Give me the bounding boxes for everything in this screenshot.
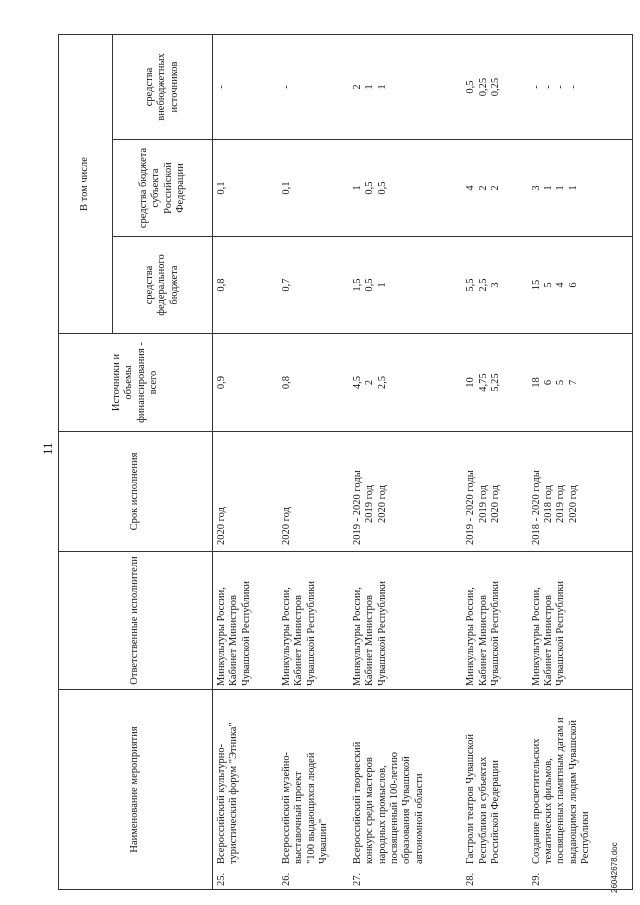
- header-extra: средства внебюджетных источников: [113, 35, 213, 140]
- cell-line: образования Чувашской: [401, 756, 413, 864]
- cell-line: Гастроли театров Чувашской: [465, 734, 477, 864]
- cell-line: 2018 год: [543, 485, 555, 523]
- cell-total: [213, 334, 279, 432]
- cell-name: [462, 690, 528, 890]
- table-row: [213, 35, 279, 890]
- cell-regional: [462, 140, 528, 237]
- cell-total: [528, 334, 633, 432]
- cell-line: -: [216, 85, 227, 89]
- cell-line: тематических фильмов,: [543, 758, 555, 864]
- row-number: 27.: [351, 872, 363, 886]
- cell-line: Всероссийский творческий: [351, 741, 363, 864]
- cell-line: автономной области: [413, 773, 425, 864]
- cell-line: 4,75: [477, 373, 489, 392]
- cell-name: [528, 690, 633, 890]
- cell-total: [349, 334, 462, 432]
- cell-line: 2020 год: [376, 485, 388, 523]
- table-row: [462, 35, 528, 890]
- cell-line: 5: [543, 282, 555, 288]
- header-regional: средства бюджета субъекта Российской Федерации: [113, 140, 213, 237]
- cell-line: Кабинет Министров: [228, 594, 240, 686]
- table-row: [528, 35, 633, 890]
- cell-line: 5,5: [465, 278, 477, 292]
- cell-executors: [462, 552, 528, 690]
- cell-line: 15: [530, 279, 542, 291]
- header-including: В том числе: [59, 35, 113, 334]
- header-total: Источники и объемы финансирования - всего: [59, 334, 213, 432]
- cell-line: 0,25: [489, 77, 501, 97]
- cell-line: Кабинет Министров: [293, 594, 305, 686]
- header-federal: средства федерального бюджета: [113, 237, 213, 334]
- cell-line: 0,5: [364, 181, 376, 195]
- header-name: Наименование мероприятия: [59, 690, 213, 890]
- cell-extra: [528, 35, 633, 140]
- cell-line: 0,1: [281, 181, 293, 195]
- table-header: [59, 35, 213, 890]
- cell-term: [278, 432, 349, 552]
- cell-line: 1,5: [351, 278, 363, 292]
- cell-federal: [528, 237, 633, 334]
- cell-extra: [278, 35, 349, 140]
- cell-line: Республики: [580, 811, 592, 864]
- cell-name: [349, 690, 462, 890]
- cell-line: 2020 год: [489, 485, 501, 523]
- cell-federal: [278, 237, 349, 334]
- cell-line: 1: [376, 282, 388, 288]
- cell-name: [278, 690, 349, 890]
- cell-line: 2018 - 2020 годы: [530, 470, 542, 545]
- cell-line: Кабинет Министров: [477, 594, 489, 686]
- cell-line: посвященных памятным датам и: [555, 717, 567, 864]
- page-number: 11: [40, 442, 55, 455]
- cell-federal: [213, 237, 279, 334]
- cell-term: [213, 432, 279, 552]
- cell-line: Всероссийский культурно-: [216, 743, 227, 864]
- cell-line: 6: [543, 379, 555, 386]
- cell-line: -: [567, 85, 579, 89]
- cell-line: 2: [477, 185, 489, 191]
- cell-line: 1: [351, 185, 363, 191]
- cell-line: 1: [555, 185, 567, 191]
- cell-line: 0,7: [281, 278, 293, 292]
- cell-line: Минкультуры России,: [351, 587, 363, 686]
- cell-line: 0,8: [216, 278, 227, 292]
- cell-line: 0,8: [281, 375, 293, 390]
- cell-line: Чувашской Республики: [305, 580, 317, 686]
- cell-line: 0,25: [477, 77, 489, 97]
- table-row: [349, 35, 462, 890]
- cell-line: Чувашской Республики: [555, 580, 567, 686]
- cell-name: [213, 690, 279, 890]
- cell-line: туристический форум "Этника": [228, 722, 240, 864]
- events-table: [58, 34, 633, 890]
- cell-federal: [349, 237, 462, 334]
- cell-line: 0,9: [216, 375, 227, 390]
- cell-line: 0,5: [465, 80, 477, 94]
- cell-line: 2: [489, 185, 501, 191]
- cell-line: посвященный 100-летию: [389, 752, 401, 864]
- cell-line: 2,5: [376, 375, 388, 390]
- cell-line: 2: [351, 84, 363, 90]
- rotated-table-container: [58, 35, 633, 890]
- table-body: [213, 35, 633, 890]
- cell-line: 5: [555, 379, 567, 386]
- header-term: Срок исполнения: [59, 432, 213, 552]
- cell-line: выдающимся людям Чувашской: [567, 719, 579, 864]
- cell-executors: [213, 552, 279, 690]
- cell-line: Чувашской Республики: [489, 580, 501, 686]
- cell-line: 10: [465, 377, 477, 388]
- cell-line: -: [555, 85, 567, 89]
- cell-line: 18: [530, 377, 542, 388]
- cell-line: выставочный проект: [293, 771, 305, 864]
- cell-line: конкурс среди мастеров: [364, 757, 376, 864]
- cell-line: Кабинет Министров: [543, 594, 555, 686]
- table-row: [278, 35, 349, 890]
- cell-line: 1: [543, 185, 555, 191]
- row-number: 28.: [465, 872, 477, 886]
- cell-line: Чувашской Республики: [376, 580, 388, 686]
- cell-line: 2019 - 2020 годы: [465, 470, 477, 545]
- cell-line: 2019 год: [477, 485, 489, 523]
- cell-extra: [462, 35, 528, 140]
- cell-line: 6: [567, 282, 579, 288]
- cell-executors: [349, 552, 462, 690]
- cell-term: [528, 432, 633, 552]
- cell-line: 2019 - 2020 годы: [351, 470, 363, 545]
- cell-line: Чувашии": [318, 818, 330, 864]
- cell-line: 3: [489, 282, 501, 288]
- cell-total: [278, 334, 349, 432]
- cell-regional: [349, 140, 462, 237]
- cell-line: 7: [567, 379, 579, 386]
- cell-executors: [528, 552, 633, 690]
- cell-line: 1: [567, 185, 579, 191]
- cell-line: Минкультуры России,: [530, 587, 542, 686]
- header-executors: Ответственные исполнители: [59, 552, 213, 690]
- cell-extra: [349, 35, 462, 140]
- cell-line: Кабинет Министров: [364, 594, 376, 686]
- cell-line: 2020 год: [567, 485, 579, 523]
- cell-line: Всероссийский музейно-: [281, 751, 293, 864]
- cell-line: 4: [465, 185, 477, 191]
- cell-term: [349, 432, 462, 552]
- cell-line: народных промыслов,: [376, 765, 388, 864]
- cell-line: 5,25: [489, 373, 501, 392]
- cell-line: 1: [364, 84, 376, 90]
- cell-line: 2,5: [477, 278, 489, 292]
- cell-line: 2020 год: [281, 507, 293, 545]
- cell-regional: [278, 140, 349, 237]
- cell-regional: [213, 140, 279, 237]
- cell-line: 0,5: [376, 181, 388, 195]
- cell-total: [462, 334, 528, 432]
- cell-term: [462, 432, 528, 552]
- row-number: 26.: [281, 872, 293, 886]
- cell-line: 2019 год: [364, 485, 376, 523]
- cell-line: 3: [530, 185, 542, 191]
- cell-line: 1: [376, 84, 388, 90]
- cell-line: "100 выдающихся людей: [305, 752, 317, 864]
- row-number: 25.: [216, 872, 227, 886]
- cell-line: Создание просветительских: [530, 738, 542, 864]
- cell-line: Республики в субъектах: [477, 756, 489, 864]
- footer-code: 26042678.doc: [610, 842, 619, 893]
- cell-line: Минкультуры России,: [216, 587, 227, 686]
- row-number: 29.: [530, 872, 542, 886]
- cell-line: 0,5: [364, 278, 376, 292]
- cell-extra: [213, 35, 279, 140]
- cell-line: -: [281, 85, 293, 89]
- cell-federal: [462, 237, 528, 334]
- cell-line: 4: [555, 282, 567, 288]
- cell-line: Чувашской Республики: [240, 580, 252, 686]
- cell-executors: [278, 552, 349, 690]
- cell-line: 2020 год: [216, 507, 227, 545]
- cell-regional: [528, 140, 633, 237]
- cell-line: Российской Федерации: [489, 760, 501, 864]
- cell-line: 0,1: [216, 181, 227, 195]
- cell-line: 2019 год: [555, 485, 567, 523]
- cell-line: -: [543, 85, 555, 89]
- cell-line: Минкультуры России,: [465, 587, 477, 686]
- cell-line: 4,5: [351, 375, 363, 390]
- cell-line: Минкультуры России,: [281, 587, 293, 686]
- cell-line: 2: [364, 379, 376, 386]
- cell-line: -: [530, 85, 542, 89]
